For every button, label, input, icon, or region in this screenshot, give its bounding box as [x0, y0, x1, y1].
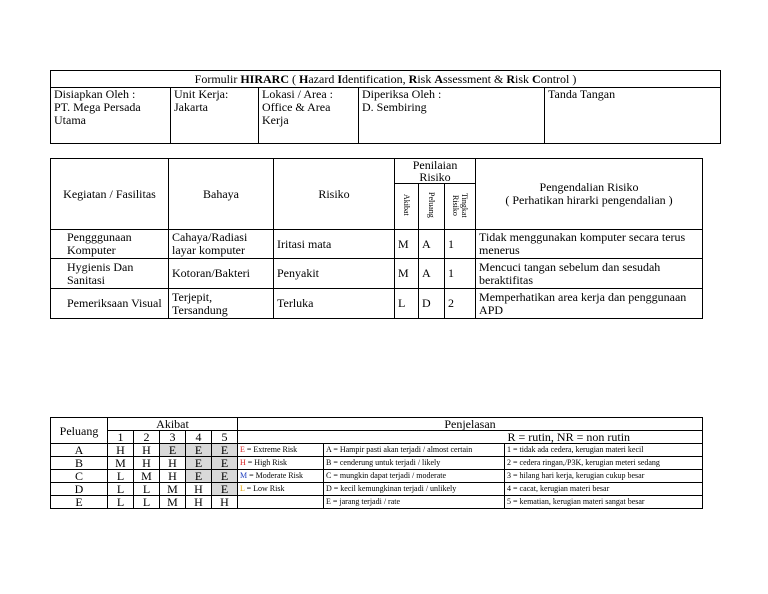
col-header-assessment: Penilaian Risiko: [395, 159, 476, 184]
prepared-by-value: PT. Mega Persada Utama: [54, 100, 141, 127]
matrix-cell: M: [160, 496, 186, 509]
col-header-consequence: Akibat: [395, 184, 419, 230]
matrix-row-label: D: [51, 483, 108, 496]
col-header-hazard: Bahaya: [169, 159, 274, 230]
matrix-cell: E: [186, 470, 212, 483]
legend-item-low: L = Low Risk: [238, 483, 324, 496]
matrix-cell: M: [134, 470, 160, 483]
matrix-row: [51, 483, 703, 496]
risk-level-cell: 1: [445, 230, 476, 259]
matrix-cell: E: [212, 483, 238, 496]
activity-cell: Pengggunaan Komputer: [51, 230, 169, 259]
likelihood-desc: B = cenderung untuk terjadi / likely: [324, 457, 505, 470]
risk-assessment-table: [50, 158, 703, 319]
matrix-cell: E: [186, 444, 212, 457]
matrix-row: [51, 470, 703, 483]
checked-by-value: D. Sembiring: [362, 100, 427, 114]
matrix-cell: L: [134, 496, 160, 509]
table-row: [51, 230, 703, 259]
consequence-desc: 4 = cacat, kerugian materi besar: [505, 483, 703, 496]
likelihood-desc: D = kecil kemungkinan terjadi / unlikely: [324, 483, 505, 496]
checked-by-cell: [359, 88, 545, 144]
signature-label: Tanda Tangan: [548, 87, 616, 101]
table-row: [51, 289, 703, 319]
matrix-cell: L: [108, 496, 134, 509]
consequence-desc: 2 = cedera ringan,/P3K, kerugian meteri sedang: [505, 457, 703, 470]
work-unit-value: Jakarta: [174, 100, 208, 114]
risk-level-cell: 2: [445, 289, 476, 319]
likelihood-desc: A = Hampir pasti akan terjadi / almost certain: [324, 444, 505, 457]
matrix-cell: H: [186, 483, 212, 496]
likelihood-cell: D: [419, 289, 445, 319]
matrix-col-1: 1: [108, 431, 134, 444]
risk-cell: Penyakit: [274, 259, 395, 289]
matrix-cell: H: [108, 444, 134, 457]
likelihood-desc: E = jarang terjadi / rate: [324, 496, 505, 509]
col-header-risk-level: Tingkat Risiko: [445, 184, 476, 230]
col-header-activity: Kegiatan / Fasilitas: [51, 159, 169, 230]
col-header-likelihood: Peluang: [419, 184, 445, 230]
control-header-line1: Pengendalian Risiko: [539, 180, 639, 194]
legend-item-extreme: E = Extreme Risk: [238, 444, 324, 457]
rutin-note: R = rutin, NR = non rutin: [505, 431, 703, 444]
col-header-risk: Risiko: [274, 159, 395, 230]
location-value: Office & Area Kerja: [262, 100, 331, 127]
matrix-likelihood-header: Peluang: [51, 418, 108, 444]
legend-item-moderate: M = Moderate Risk: [238, 470, 324, 483]
location-cell: [259, 88, 359, 144]
matrix-cell: E: [212, 444, 238, 457]
matrix-cell: H: [160, 457, 186, 470]
prepared-by-label: Disiapkan Oleh :: [54, 87, 136, 101]
control-header-line2: ( Perhatikan hirarki pengendalian ): [505, 193, 673, 207]
risk-matrix-table: [50, 417, 703, 509]
matrix-cell: L: [134, 483, 160, 496]
consequence-desc: 5 = kematian, kerugian materi sangat besar: [505, 496, 703, 509]
hirarc-header-form: [50, 70, 721, 144]
matrix-cell: H: [134, 457, 160, 470]
consequence-cell: L: [395, 289, 419, 319]
matrix-row: [51, 457, 703, 470]
control-cell: Tidak menggunakan komputer secara terus menerus: [476, 230, 703, 259]
legend-empty-cell: [238, 496, 324, 509]
matrix-cell: L: [108, 483, 134, 496]
matrix-consequence-header: Akibat: [108, 418, 238, 431]
consequence-desc: 1 = tidak ada cedera, kerugian materi kecil: [505, 444, 703, 457]
location-label: Lokasi / Area :: [262, 87, 333, 101]
risk-level-cell: 1: [445, 259, 476, 289]
matrix-blank-cell: [238, 431, 505, 444]
matrix-explanation-header: Penjelasan: [238, 418, 703, 431]
matrix-row-label: A: [51, 444, 108, 457]
matrix-cell: M: [160, 483, 186, 496]
matrix-cell: E: [212, 470, 238, 483]
control-cell: Memperhatikan area kerja dan penggunaan APD: [476, 289, 703, 319]
likelihood-cell: A: [419, 230, 445, 259]
form-title: Formulir HIRARC ( Hazard Identification, Risk Assessment & Risk Control ): [51, 71, 721, 88]
likelihood-desc: C = mungkin dapat terjadi / moderate: [324, 470, 505, 483]
work-unit-label: Unit Kerja:: [174, 87, 229, 101]
col-header-control: [476, 159, 703, 230]
hazard-cell: Cahaya/Radiasi layar komputer: [169, 230, 274, 259]
matrix-row-label: E: [51, 496, 108, 509]
consequence-cell: M: [395, 230, 419, 259]
matrix-cell: H: [212, 496, 238, 509]
consequence-cell: M: [395, 259, 419, 289]
matrix-col-5: 5: [212, 431, 238, 444]
work-unit-cell: [171, 88, 259, 144]
matrix-cell: E: [160, 444, 186, 457]
matrix-col-4: 4: [186, 431, 212, 444]
hazard-cell: Kotoran/Bakteri: [169, 259, 274, 289]
checked-by-label: Diperiksa Oleh :: [362, 87, 442, 101]
activity-cell: Pemeriksaan Visual: [51, 289, 169, 319]
matrix-row-label: B: [51, 457, 108, 470]
matrix-row-label: C: [51, 470, 108, 483]
risk-cell: Iritasi mata: [274, 230, 395, 259]
matrix-cell: M: [108, 457, 134, 470]
matrix-cell: H: [134, 444, 160, 457]
control-cell: Mencuci tangan sebelum dan sesudah beraktifitas: [476, 259, 703, 289]
hazard-cell: Terjepit, Tersandung: [169, 289, 274, 319]
matrix-cell: H: [160, 470, 186, 483]
matrix-col-3: 3: [160, 431, 186, 444]
risk-cell: Terluka: [274, 289, 395, 319]
activity-cell: Hygienis Dan Sanitasi: [51, 259, 169, 289]
likelihood-cell: A: [419, 259, 445, 289]
legend-item-high: H = High Risk: [238, 457, 324, 470]
matrix-row: [51, 496, 703, 509]
matrix-cell: E: [186, 457, 212, 470]
signature-cell: [545, 88, 721, 144]
table-row: [51, 259, 703, 289]
matrix-cell: L: [108, 470, 134, 483]
consequence-desc: 3 = hilang hari kerja, kerugian cukup besar: [505, 470, 703, 483]
prepared-by-cell: [51, 88, 171, 144]
matrix-col-2: 2: [134, 431, 160, 444]
matrix-cell: H: [186, 496, 212, 509]
matrix-row: [51, 444, 703, 457]
matrix-cell: E: [212, 457, 238, 470]
